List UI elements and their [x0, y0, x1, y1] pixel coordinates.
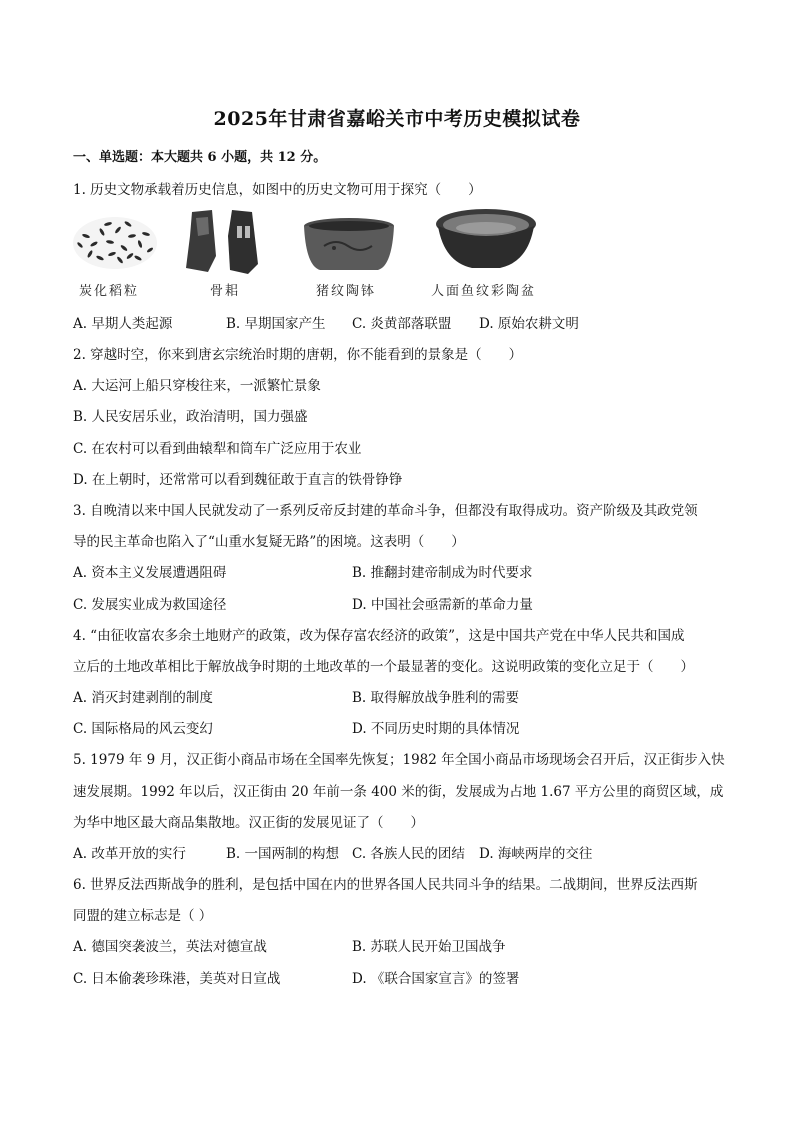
question-5-stem-line-2: 速发展期。1992 年以后，汉正街由 20 年前一条 400 米的街，发展成为占地 1.67 平方公里的商贸区域，成 — [73, 784, 724, 800]
question-5-stem-line-3: 为华中地区最大商品集散地。汉正街的发展见证了（ ） — [73, 815, 424, 831]
pig-pattern-bowl-image — [300, 216, 398, 276]
question-4-option-b[interactable]: B. 取得解放战争胜利的需要 — [352, 690, 520, 706]
question-1-option-a[interactable]: A. 早期人类起源 — [73, 316, 173, 332]
question-2-stem: 2. 穿越时空，你来到唐玄宗统治时期的唐朝，你不能看到的景象是（ ） — [73, 347, 523, 363]
section-heading: 一、单选题：本大题共 6 小题，共 12 分。 — [73, 150, 327, 165]
question-1-stem: 1. 历史文物承载着历史信息，如图中的历史文物可用于探究（ ） — [73, 182, 482, 198]
figure-caption-basin: 人面鱼纹彩陶盆 — [431, 284, 537, 299]
question-5-option-a[interactable]: A. 改革开放的实行 — [73, 846, 186, 862]
question-4-option-c[interactable]: C. 国际格局的风云变幻 — [73, 721, 213, 737]
question-3-option-d[interactable]: D. 中国社会亟需新的革命力量 — [352, 597, 533, 613]
question-3-option-a[interactable]: A. 资本主义发展遭遇阻碍 — [73, 565, 227, 581]
question-6-option-b[interactable]: B. 苏联人民开始卫国战争 — [352, 939, 506, 955]
question-4-stem-line-1: 4. “由征收富农多余土地财产的政策，改为保存富农经济的政策”，这是中国共产党在中华人民共和国成 — [73, 628, 685, 644]
painted-basin-image — [434, 206, 538, 272]
bone-spade-image — [182, 206, 266, 278]
question-4-option-d[interactable]: D. 不同历史时期的具体情况 — [352, 721, 520, 737]
question-1-option-c[interactable]: C. 炎黄部落联盟 — [352, 316, 452, 332]
question-3-stem-line-2: 导的民主革命也陷入了“山重水复疑无路”的困境。这表明（ ） — [73, 534, 465, 550]
question-6-stem-line-2: 同盟的建立标志是（ ） — [73, 908, 213, 924]
carbonized-rice-image — [72, 214, 158, 272]
question-3-option-b[interactable]: B. 推翻封建帝制成为时代要求 — [352, 565, 533, 581]
question-2-option-b[interactable]: B. 人民安居乐业，政治清明，国力强盛 — [73, 409, 308, 425]
question-2-option-d[interactable]: D. 在上朝时，还常常可以看到魏征敢于直言的铁骨铮铮 — [73, 472, 403, 488]
figure-caption-bowl: 猪纹陶钵 — [316, 284, 377, 299]
question-2-option-c[interactable]: C. 在农村可以看到曲辕犁和筒车广泛应用于农业 — [73, 441, 362, 457]
question-5-option-b[interactable]: B. 一国两制的构想 — [226, 846, 340, 862]
question-6-option-a[interactable]: A. 德国突袭波兰，英法对德宣战 — [73, 939, 267, 955]
question-6-stem-line-1: 6. 世界反法西斯战争的胜利，是包括中国在内的世界各国人民共同斗争的结果。二战期间，世界反法西斯 — [73, 877, 698, 893]
question-4-stem-line-2: 立后的土地改革相比于解放战争时期的土地改革的一个最显著的变化。这说明政策的变化立足于（ ） — [73, 659, 694, 675]
question-6-option-d[interactable]: D. 《联合国家宣言》的签署 — [352, 971, 520, 987]
question-5-option-d[interactable]: D. 海峡两岸的交往 — [479, 846, 593, 862]
question-6-option-c[interactable]: C. 日本偷袭珍珠港，美英对日宣战 — [73, 971, 281, 987]
question-1-option-b[interactable]: B. 早期国家产生 — [226, 316, 326, 332]
figure-caption-rice: 炭化稻粒 — [79, 284, 140, 299]
question-3-option-c[interactable]: C. 发展实业成为救国途径 — [73, 597, 227, 613]
question-4-option-a[interactable]: A. 消灭封建剥削的制度 — [73, 690, 213, 706]
figure-caption-bone-spade: 骨耜 — [210, 284, 241, 299]
question-3-stem-line-1: 3. 自晚清以来中国人民就发动了一系列反帝反封建的革命斗争，但都没有取得成功。资产阶级及其政党领 — [73, 503, 698, 519]
question-2-option-a[interactable]: A. 大运河上船只穿梭往来，一派繁忙景象 — [73, 378, 321, 394]
question-5-option-c[interactable]: C. 各族人民的团结 — [352, 846, 465, 862]
question-1-option-d[interactable]: D. 原始农耕文明 — [479, 316, 579, 332]
page-title: 2025年甘肃省嘉峪关市中考历史模拟试卷 — [213, 108, 581, 130]
question-5-stem-line-1: 5. 1979 年 9 月，汉正街小商品市场在全国率先恢复；1982 年全国小商品市场现场会召开后，汉正街步入快 — [73, 752, 725, 768]
